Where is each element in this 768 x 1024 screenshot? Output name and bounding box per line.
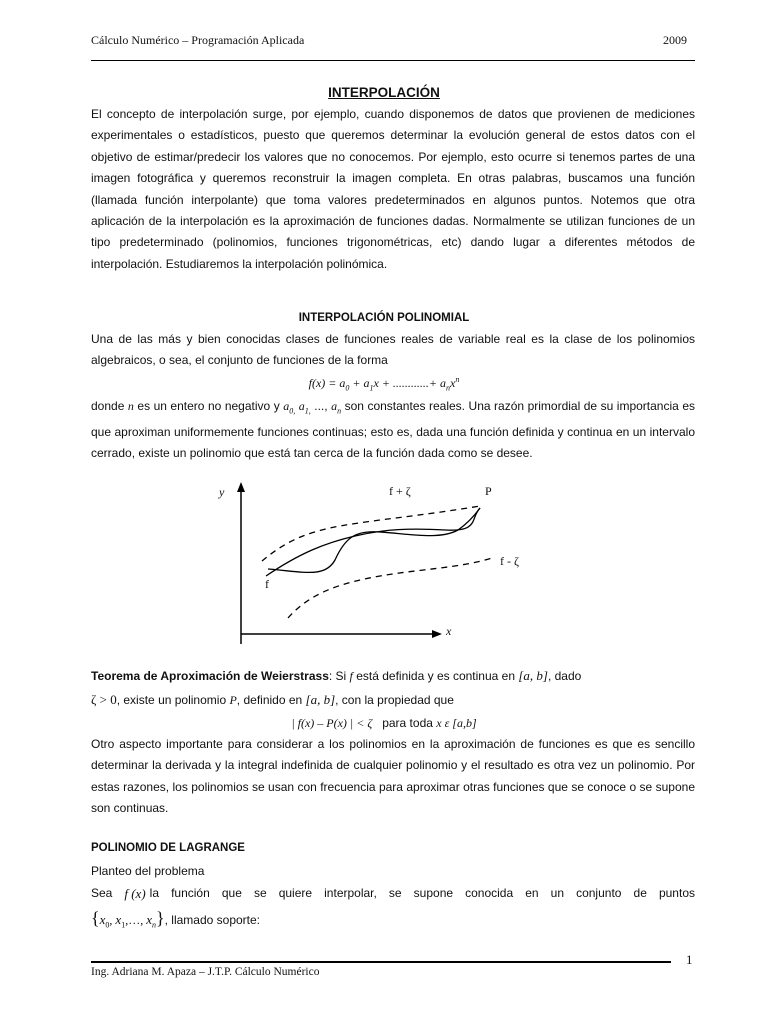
intro-paragraph: El concepto de interpolación surge, por ejemplo, cuando disponemos de datos que provienen de mediciones experimentales o estadísticos, puesto que queremos determinar la evolución general de estos datos con el objetivo de estimar/predecir los valores que no conocemos. Por ejemplo, esto ocurre si tenemos partes de una imagen fotográfica y queremos reconstruir la imagen completa. En otras palabras, buscamos una función (llamada función interpolante) que toma valores predeterminados en algunos puntos. Notemos que otra aplicación de la interpolación es la aproximación de funciones dadas. Normalmente se utilizan funciones de un tipo predeterminado (polinomios, funciones trigonométricas, etc) dando lugar a diferentes métodos de interpolación. Estudiaremos la interpolación polinómica. [91,107,695,271]
theorem-inequality: | f(x) – P(x) | < ζ para toda x ε [a,b] [291,716,477,730]
lagrange-subtitle: Planteo del problema [91,864,205,878]
polinomial-intro: Una de las más y bien conocidas clases de funciones reales de variable real es la clase de los polinomios algebraicos, o sea, el conjunto de funciones de la forma [91,332,695,368]
theorem-line-1: Teorema de Aproximación de Weierstrass: Si f está definida y es continua en [a, b], dado [91,668,582,683]
theorem-line-2: ζ > 0, existe un polinomio P, definido en [a, b], con la propiedad que [91,692,454,707]
function-f-curve [266,508,480,576]
page-number: 1 [686,952,693,967]
section-title-polinomial: INTERPOLACIÓN POLINOMIAL [298,312,470,324]
header-left: Cálculo Numérico – Programación Aplicada [91,33,305,47]
footer-rule [91,961,671,963]
y-axis-label: y [219,485,225,499]
polynomial-p-curve [268,508,480,572]
upper-bound-label: f + ζ [389,484,411,498]
polynomials-advantages-paragraph: Otro aspecto importante para considerar a los polinomios en la aproximación de funciones es que es sencillo determinar la derivada y la integral indefinida de cualquier polinomio y el resultado es otra vez un polinomio. Por estas razones, los polinomios se usan con frecuencia para aproximar otras funciones que se conoce o se supone son continuas. [91,737,695,816]
header-year: 2009 [663,33,687,47]
figure-svg [200,478,540,648]
polynomial-formula: $f(x) = a_0 + a_1x$ + ............+ $a_nx^n$ [308,375,460,393]
lagrange-line-2: {$x_0$, $x_1,\dots$, $x_n$}, llamado soporte: [91,908,261,930]
header-rule [91,60,695,61]
section-title-lagrange: POLINOMIO DE LAGRANGE [91,842,245,854]
function-label: f [265,577,269,591]
y-axis-arrow [237,482,245,492]
lagrange-line-1: Sea f (x) la función que se quiere interpolar, se supone conocida en un conjunto de puntos [91,886,695,901]
x-axis-label: x [446,624,452,638]
polynomial-label: P [485,484,492,498]
section-title-interpolacion: INTERPOLACIÓN [328,85,440,100]
x-axis-arrow [432,630,442,638]
polinomial-paragraph: donde n es un entero no negativo y $a_{0,}$ $a_{1,}$ ..., $a_n$ son constantes reales. Una razón primordial de su importancia es que aproximan uniformemente funciones continuas; esto es, dada una función definida y continua en un intervalo cerrado, existe un polinomio que está tan cerca de la función dada como se desee. [91,399,696,461]
approximation-figure [200,478,540,648]
footer-author: Ing. Adriana M. Apaza – J.T.P. Cálculo Numérico [91,966,320,978]
lower-bound-curve [288,558,492,618]
lower-bound-label: f - ζ [500,554,519,568]
